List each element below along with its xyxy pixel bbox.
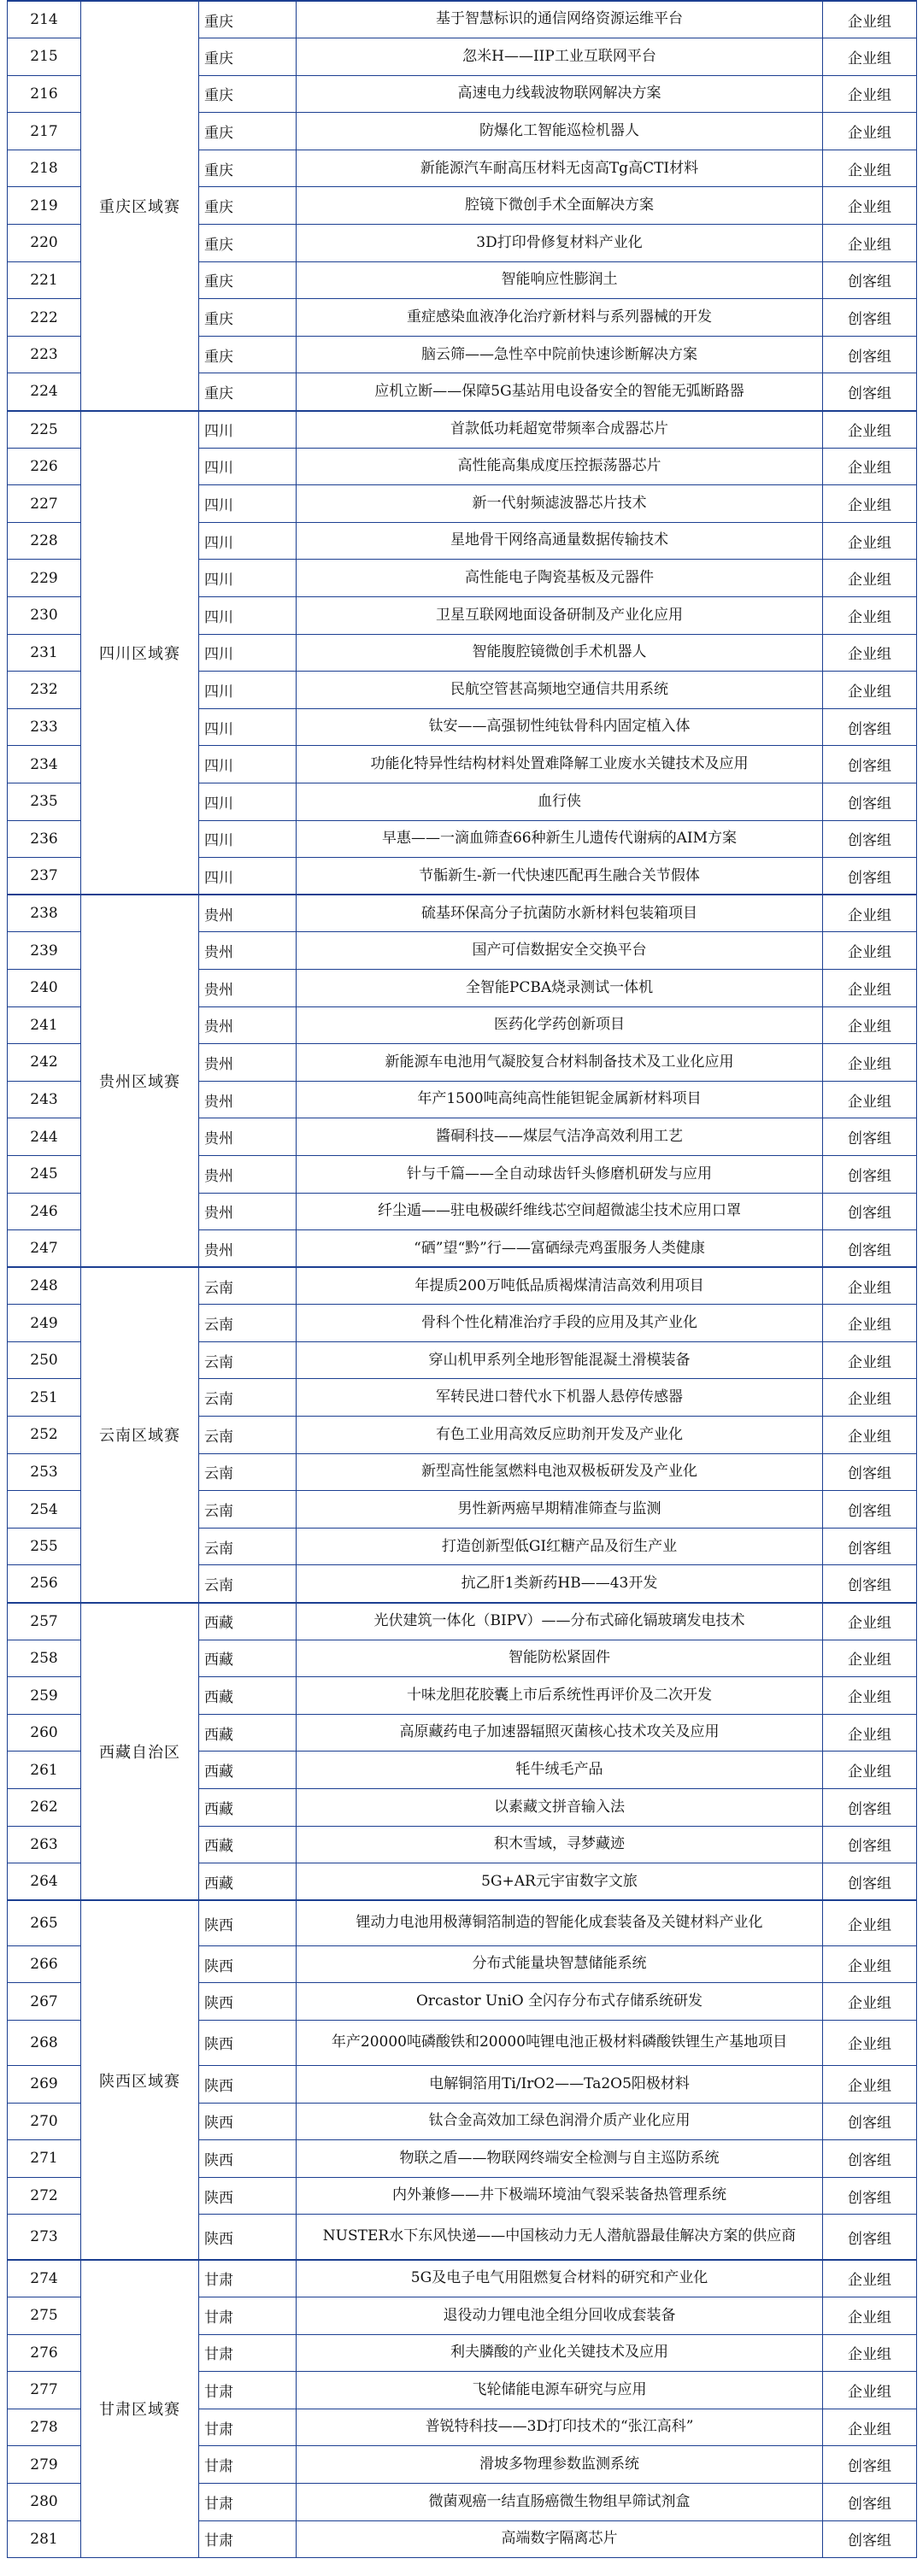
row-number: 231 [8, 634, 81, 672]
row-number: 248 [8, 1267, 81, 1305]
project-name-cell: 5G及电子电气用阻燃复合材料的研究和产业化 [297, 2260, 823, 2297]
project-name-cell: 智能响应性膨润土 [297, 261, 823, 299]
group-cell: 企业组 [823, 2065, 917, 2103]
row-number: 215 [8, 38, 81, 76]
project-name-cell: 新能源车电池用气凝胶复合材料制备技术及工业化应用 [297, 1044, 823, 1082]
project-name-cell: 星地骨干网络高通量数据传输技术 [297, 522, 823, 560]
project-name-cell: 内外兼修——井下极端环境油气裂采装备热管理系统 [297, 2177, 823, 2215]
province-cell: 陕西 [199, 2215, 297, 2260]
group-cell: 企业组 [823, 448, 917, 485]
project-name-cell: 防爆化工智能巡检机器人 [297, 113, 823, 150]
province-cell: 甘肃 [199, 2297, 297, 2334]
group-cell: 企业组 [823, 113, 917, 150]
table-row [8, 2260, 917, 2297]
group-cell: 创客组 [823, 1863, 917, 1901]
row-number: 271 [8, 2140, 81, 2178]
row-number: 257 [8, 1603, 81, 1640]
province-cell: 西藏 [199, 1826, 297, 1863]
province-cell: 贵州 [199, 1193, 297, 1230]
province-cell: 贵州 [199, 969, 297, 1006]
row-number: 252 [8, 1417, 81, 1454]
row-number: 265 [8, 1900, 81, 1945]
project-name-cell: 应机立断——保障5G基站用电设备安全的智能无弧断路器 [297, 373, 823, 411]
province-cell: 西藏 [199, 1863, 297, 1901]
row-number: 240 [8, 969, 81, 1006]
province-cell: 四川 [199, 522, 297, 560]
row-number: 218 [8, 150, 81, 187]
project-name-cell: 新能源汽车耐高压材料无卤高Tg高CTI材料 [297, 150, 823, 187]
row-number: 256 [8, 1565, 81, 1603]
group-cell: 创客组 [823, 1118, 917, 1156]
province-cell: 云南 [199, 1267, 297, 1305]
project-name-cell: 血行侠 [297, 783, 823, 820]
group-cell: 创客组 [823, 820, 917, 858]
project-name-cell: 新型高性能氢燃料电池双极板研发及产业化 [297, 1453, 823, 1491]
group-cell: 企业组 [823, 2297, 917, 2334]
province-cell: 西藏 [199, 1752, 297, 1789]
project-table [7, 0, 917, 2558]
row-number: 242 [8, 1044, 81, 1082]
row-number: 278 [8, 2409, 81, 2446]
project-name-cell: 军转民进口替代水下机器人悬停传感器 [297, 1379, 823, 1417]
group-cell: 企业组 [823, 1379, 917, 1417]
province-cell: 重庆 [199, 150, 297, 187]
group-cell: 创客组 [823, 2483, 917, 2520]
group-cell: 创客组 [823, 1155, 917, 1193]
group-cell: 企业组 [823, 1983, 917, 2021]
group-cell: 创客组 [823, 336, 917, 373]
project-name-cell: 脑云筛——急性卒中院前快速诊断解决方案 [297, 336, 823, 373]
province-cell: 云南 [199, 1491, 297, 1529]
row-number: 272 [8, 2177, 81, 2215]
group-cell: 企业组 [823, 597, 917, 635]
row-number: 260 [8, 1714, 81, 1752]
row-number: 217 [8, 113, 81, 150]
province-cell: 重庆 [199, 261, 297, 299]
region-cell: 云南区域赛 [81, 1267, 199, 1602]
project-name-cell: 年提质200万吨低品质褐煤清洁高效利用项目 [297, 1267, 823, 1305]
group-cell: 创客组 [823, 1789, 917, 1827]
group-cell: 企业组 [823, 1, 917, 38]
group-cell: 创客组 [823, 2103, 917, 2140]
row-number: 234 [8, 746, 81, 783]
group-cell: 企业组 [823, 1006, 917, 1044]
project-name-cell: 牦牛绒毛产品 [297, 1752, 823, 1789]
region-cell: 重庆区域赛 [81, 1, 199, 411]
project-name-cell: 利夫膦酸的产业化关键技术及应用 [297, 2334, 823, 2372]
group-cell: 创客组 [823, 746, 917, 783]
region-cell: 甘肃区域赛 [81, 2260, 199, 2558]
row-number: 239 [8, 932, 81, 970]
province-cell: 贵州 [199, 1044, 297, 1082]
project-name-cell: 穿山机甲系列全地形智能混凝土滑模装备 [297, 1341, 823, 1379]
group-cell: 企业组 [823, 187, 917, 225]
province-cell: 四川 [199, 820, 297, 858]
row-number: 223 [8, 336, 81, 373]
project-name-cell: 重症感染血液净化治疗新材料与系列器械的开发 [297, 299, 823, 337]
province-cell: 云南 [199, 1528, 297, 1565]
province-cell: 西藏 [199, 1603, 297, 1640]
group-cell: 企业组 [823, 2409, 917, 2446]
group-cell: 企业组 [823, 2372, 917, 2409]
row-number: 220 [8, 225, 81, 262]
project-name-cell: 电解铜箔用Ti/IrO2——Ta2O5阳极材料 [297, 2065, 823, 2103]
project-name-cell: 打造创新型低GI红糖产品及衍生产业 [297, 1528, 823, 1565]
project-name-cell: 腔镜下微创手术全面解决方案 [297, 187, 823, 225]
group-cell: 企业组 [823, 225, 917, 262]
group-cell: 创客组 [823, 858, 917, 895]
table-row [8, 895, 917, 932]
project-name-cell: 医药化学药创新项目 [297, 1006, 823, 1044]
project-name-cell: 普锐特科技——3D打印技术的“张江高科” [297, 2409, 823, 2446]
group-cell: 企业组 [823, 1081, 917, 1118]
row-number: 214 [8, 1, 81, 38]
project-name-cell: 醬硐科技——煤层气洁净高效利用工艺 [297, 1118, 823, 1156]
province-cell: 陕西 [199, 2103, 297, 2140]
province-cell: 甘肃 [199, 2520, 297, 2558]
project-name-cell: 滑坡多物理参数监测系统 [297, 2446, 823, 2484]
project-name-cell: 卫星互联网地面设备研制及产业化应用 [297, 597, 823, 635]
province-cell: 陕西 [199, 2140, 297, 2178]
province-cell: 重庆 [199, 187, 297, 225]
project-name-cell: 高速电力线载波物联网解决方案 [297, 75, 823, 113]
row-number: 275 [8, 2297, 81, 2334]
group-cell: 企业组 [823, 1341, 917, 1379]
group-cell: 创客组 [823, 2215, 917, 2260]
row-number: 243 [8, 1081, 81, 1118]
group-cell: 企业组 [823, 1305, 917, 1342]
row-number: 259 [8, 1677, 81, 1715]
row-number: 250 [8, 1341, 81, 1379]
project-name-cell: 物联之盾——物联网终端安全检测与自主巡防系统 [297, 2140, 823, 2178]
project-name-cell: 分布式能量块智慧储能系统 [297, 1945, 823, 1983]
province-cell: 陕西 [199, 2020, 297, 2065]
region-cell: 陕西区域赛 [81, 1900, 199, 2260]
province-cell: 西藏 [199, 1677, 297, 1715]
row-number: 280 [8, 2483, 81, 2520]
project-name-cell: 高性能电子陶瓷基板及元器件 [297, 560, 823, 597]
project-name-cell: 基于智慧标识的通信网络资源运维平台 [297, 1, 823, 38]
row-number: 241 [8, 1006, 81, 1044]
province-cell: 重庆 [199, 373, 297, 411]
row-number: 222 [8, 299, 81, 337]
province-cell: 甘肃 [199, 2483, 297, 2520]
group-cell: 创客组 [823, 373, 917, 411]
project-name-cell: 3D打印骨修复材料产业化 [297, 225, 823, 262]
row-number: 258 [8, 1640, 81, 1677]
group-cell: 企业组 [823, 522, 917, 560]
project-table-body [8, 1, 917, 2558]
project-name-cell: 国产可信数据安全交换平台 [297, 932, 823, 970]
group-cell: 企业组 [823, 1640, 917, 1677]
row-number: 264 [8, 1863, 81, 1901]
row-number: 232 [8, 672, 81, 709]
group-cell: 创客组 [823, 1193, 917, 1230]
group-cell: 创客组 [823, 2177, 917, 2215]
project-name-cell: 骨科个性化精准治疗手段的应用及其产业化 [297, 1305, 823, 1342]
province-cell: 四川 [199, 708, 297, 746]
group-cell: 企业组 [823, 560, 917, 597]
project-name-cell: 全智能PCBA烧录测试一体机 [297, 969, 823, 1006]
group-cell: 企业组 [823, 1945, 917, 1983]
row-number: 229 [8, 560, 81, 597]
province-cell: 甘肃 [199, 2409, 297, 2446]
group-cell: 企业组 [823, 1044, 917, 1082]
project-name-cell: Orcastor UniO 全闪存分布式存储系统研发 [297, 1983, 823, 2021]
province-cell: 贵州 [199, 895, 297, 932]
group-cell: 创客组 [823, 783, 917, 820]
group-cell: 创客组 [823, 261, 917, 299]
row-number: 236 [8, 820, 81, 858]
province-cell: 云南 [199, 1341, 297, 1379]
province-cell: 重庆 [199, 38, 297, 76]
row-number: 262 [8, 1789, 81, 1827]
group-cell: 创客组 [823, 1826, 917, 1863]
province-cell: 四川 [199, 672, 297, 709]
project-name-cell: 微菌观癌一结直肠癌微生物组早筛试剂盒 [297, 2483, 823, 2520]
row-number: 228 [8, 522, 81, 560]
project-name-cell: 以素藏文拼音输入法 [297, 1789, 823, 1827]
table-row [8, 1900, 917, 1945]
project-name-cell: 退役动力锂电池全组分回收成套装备 [297, 2297, 823, 2334]
project-name-cell: 光伏建筑一体化（BIPV）——分布式碲化镉玻璃发电技术 [297, 1603, 823, 1640]
province-cell: 陕西 [199, 1945, 297, 1983]
province-cell: 甘肃 [199, 2260, 297, 2297]
group-cell: 企业组 [823, 38, 917, 76]
table-row [8, 1267, 917, 1305]
row-number: 266 [8, 1945, 81, 1983]
province-cell: 四川 [199, 634, 297, 672]
group-cell: 企业组 [823, 411, 917, 449]
province-cell: 西藏 [199, 1714, 297, 1752]
row-number: 269 [8, 2065, 81, 2103]
group-cell: 企业组 [823, 1900, 917, 1945]
project-name-cell: 锂动力电池用极薄铜箔制造的智能化成套装备及关键材料产业化 [297, 1900, 823, 1945]
province-cell: 重庆 [199, 113, 297, 150]
project-name-cell: 高性能高集成度压控振荡器芯片 [297, 448, 823, 485]
table-row [8, 411, 917, 449]
group-cell: 企业组 [823, 485, 917, 523]
province-cell: 云南 [199, 1453, 297, 1491]
project-name-cell: 高原藏药电子加速器辐照灭菌核心技术攻关及应用 [297, 1714, 823, 1752]
row-number: 279 [8, 2446, 81, 2484]
region-cell: 贵州区域赛 [81, 895, 199, 1267]
province-cell: 云南 [199, 1305, 297, 1342]
group-cell: 企业组 [823, 1714, 917, 1752]
province-cell: 西藏 [199, 1789, 297, 1827]
project-name-cell: 年产20000吨磷酸铁和20000吨锂电池正极材料磷酸铁锂生产基地项目 [297, 2020, 823, 2065]
row-number: 245 [8, 1155, 81, 1193]
row-number: 276 [8, 2334, 81, 2372]
row-number: 261 [8, 1752, 81, 1789]
province-cell: 云南 [199, 1565, 297, 1603]
province-cell: 陕西 [199, 2177, 297, 2215]
row-number: 267 [8, 1983, 81, 2021]
group-cell: 企业组 [823, 2334, 917, 2372]
group-cell: 创客组 [823, 299, 917, 337]
province-cell: 甘肃 [199, 2372, 297, 2409]
row-number: 274 [8, 2260, 81, 2297]
group-cell: 企业组 [823, 1677, 917, 1715]
row-number: 238 [8, 895, 81, 932]
group-cell: 创客组 [823, 1565, 917, 1603]
table-row [8, 1, 917, 38]
province-cell: 贵州 [199, 1118, 297, 1156]
group-cell: 创客组 [823, 1453, 917, 1491]
project-name-cell: 钛合金高效加工绿色润滑介质产业化应用 [297, 2103, 823, 2140]
province-cell: 重庆 [199, 75, 297, 113]
group-cell: 企业组 [823, 2260, 917, 2297]
project-name-cell: 功能化特异性结构材料处置难降解工业废水关键技术及应用 [297, 746, 823, 783]
row-number: 237 [8, 858, 81, 895]
row-number: 273 [8, 2215, 81, 2260]
project-name-cell: 年产1500吨高纯高性能钽铌金属新材料项目 [297, 1081, 823, 1118]
row-number: 233 [8, 708, 81, 746]
project-name-cell: 首款低功耗超宽带频率合成器芯片 [297, 411, 823, 449]
project-name-cell: “硒”望“黔”行——富硒绿壳鸡蛋服务人类健康 [297, 1230, 823, 1268]
province-cell: 贵州 [199, 1155, 297, 1193]
group-cell: 企业组 [823, 1752, 917, 1789]
project-name-cell: 硫基环保高分子抗菌防水新材料包装箱项目 [297, 895, 823, 932]
row-number: 219 [8, 187, 81, 225]
province-cell: 云南 [199, 1417, 297, 1454]
row-number: 224 [8, 373, 81, 411]
row-number: 249 [8, 1305, 81, 1342]
project-name-cell: 纤尘遁——驻电极碳纤维线芯空间超微滤尘技术应用口罩 [297, 1193, 823, 1230]
province-cell: 四川 [199, 597, 297, 635]
group-cell: 企业组 [823, 1603, 917, 1640]
project-name-cell: 5G+AR元宇宙数字文旅 [297, 1863, 823, 1901]
row-number: 230 [8, 597, 81, 635]
group-cell: 创客组 [823, 1491, 917, 1529]
row-number: 251 [8, 1379, 81, 1417]
project-name-cell: 钛安——高强韧性纯钛骨科内固定植入体 [297, 708, 823, 746]
project-name-cell: 忽米H——IIP工业互联网平台 [297, 38, 823, 76]
project-name-cell: 抗乙肝1类新药HB——43开发 [297, 1565, 823, 1603]
region-cell: 四川区域赛 [81, 411, 199, 895]
row-number: 247 [8, 1230, 81, 1268]
project-name-cell: 十味龙胆花胶囊上市后系统性再评价及二次开发 [297, 1677, 823, 1715]
project-name-cell: 新一代射频滤波器芯片技术 [297, 485, 823, 523]
province-cell: 贵州 [199, 1006, 297, 1044]
region-cell: 西藏自治区 [81, 1603, 199, 1901]
project-name-cell: 智能防松紧固件 [297, 1640, 823, 1677]
row-number: 277 [8, 2372, 81, 2409]
row-number: 221 [8, 261, 81, 299]
group-cell: 企业组 [823, 1267, 917, 1305]
group-cell: 企业组 [823, 932, 917, 970]
row-number: 270 [8, 2103, 81, 2140]
table-row [8, 1603, 917, 1640]
province-cell: 云南 [199, 1379, 297, 1417]
project-name-cell: 积木雪域，寻梦藏迹 [297, 1826, 823, 1863]
province-cell: 陕西 [199, 2065, 297, 2103]
province-cell: 西藏 [199, 1640, 297, 1677]
province-cell: 贵州 [199, 1081, 297, 1118]
group-cell: 企业组 [823, 75, 917, 113]
province-cell: 四川 [199, 746, 297, 783]
province-cell: 四川 [199, 783, 297, 820]
group-cell: 创客组 [823, 2520, 917, 2558]
project-name-cell: 针与千篇——全自动球齿钎头修磨机研发与应用 [297, 1155, 823, 1193]
project-name-cell: 有色工业用高效反应助剂开发及产业化 [297, 1417, 823, 1454]
province-cell: 四川 [199, 448, 297, 485]
project-name-cell: 早惠——一滴血筛查66种新生儿遗传代谢病的AIM方案 [297, 820, 823, 858]
row-number: 281 [8, 2520, 81, 2558]
row-number: 244 [8, 1118, 81, 1156]
group-cell: 企业组 [823, 150, 917, 187]
province-cell: 重庆 [199, 299, 297, 337]
row-number: 268 [8, 2020, 81, 2065]
group-cell: 创客组 [823, 1528, 917, 1565]
province-cell: 重庆 [199, 1, 297, 38]
row-number: 246 [8, 1193, 81, 1230]
project-name-cell: 节骺新生-新一代快速匹配再生融合关节假体 [297, 858, 823, 895]
province-cell: 四川 [199, 560, 297, 597]
province-cell: 贵州 [199, 932, 297, 970]
row-number: 225 [8, 411, 81, 449]
project-name-cell: 男性新两癌早期精准筛查与监测 [297, 1491, 823, 1529]
province-cell: 贵州 [199, 1230, 297, 1268]
row-number: 255 [8, 1528, 81, 1565]
row-number: 216 [8, 75, 81, 113]
group-cell: 企业组 [823, 2020, 917, 2065]
province-cell: 四川 [199, 858, 297, 895]
province-cell: 重庆 [199, 336, 297, 373]
province-cell: 重庆 [199, 225, 297, 262]
row-number: 227 [8, 485, 81, 523]
row-number: 254 [8, 1491, 81, 1529]
row-number: 235 [8, 783, 81, 820]
group-cell: 企业组 [823, 634, 917, 672]
group-cell: 企业组 [823, 895, 917, 932]
group-cell: 企业组 [823, 1417, 917, 1454]
group-cell: 创客组 [823, 1230, 917, 1268]
project-name-cell: 飞轮储能电源车研究与应用 [297, 2372, 823, 2409]
project-name-cell: 高端数字隔离芯片 [297, 2520, 823, 2558]
province-cell: 陕西 [199, 1983, 297, 2021]
group-cell: 企业组 [823, 969, 917, 1006]
row-number: 263 [8, 1826, 81, 1863]
province-cell: 甘肃 [199, 2446, 297, 2484]
province-cell: 四川 [199, 411, 297, 449]
project-name-cell: 智能腹腔镜微创手术机器人 [297, 634, 823, 672]
province-cell: 四川 [199, 485, 297, 523]
project-name-cell: NUSTER水下东风快递——中国核动力无人潜航器最佳解决方案的供应商 [297, 2215, 823, 2260]
group-cell: 企业组 [823, 672, 917, 709]
group-cell: 创客组 [823, 708, 917, 746]
group-cell: 创客组 [823, 2140, 917, 2178]
province-cell: 甘肃 [199, 2334, 297, 2372]
project-name-cell: 民航空管甚高频地空通信共用系统 [297, 672, 823, 709]
province-cell: 陕西 [199, 1900, 297, 1945]
group-cell: 创客组 [823, 2446, 917, 2484]
row-number: 226 [8, 448, 81, 485]
row-number: 253 [8, 1453, 81, 1491]
